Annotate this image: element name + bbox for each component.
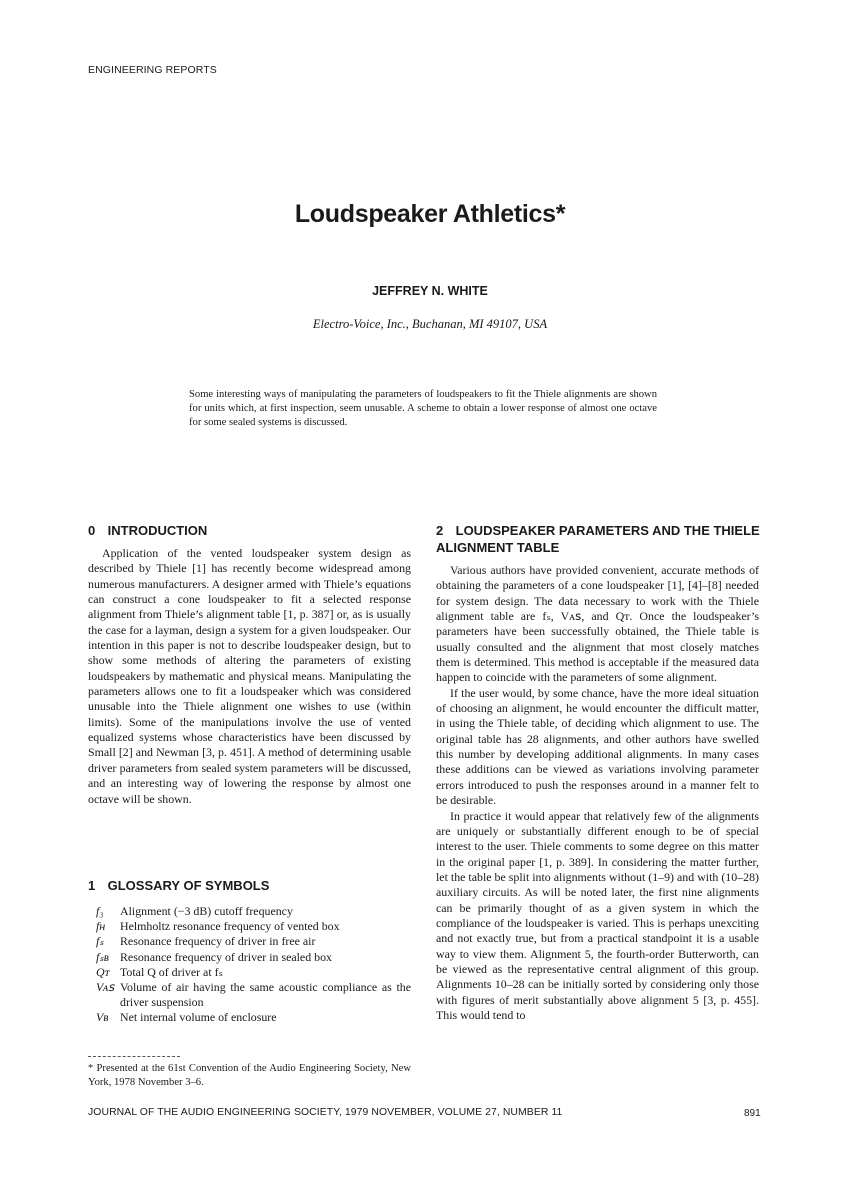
glossary-definition: Resonance frequency of driver in free air: [120, 934, 316, 949]
running-header: ENGINEERING REPORTS: [88, 64, 217, 76]
glossary-symbol: Vʙ: [96, 1010, 109, 1025]
parameters-body: [436, 563, 759, 1023]
glossary-item: [88, 934, 411, 949]
glossary-definition: Resonance frequency of driver in sealed box: [120, 949, 332, 964]
journal-footer: JOURNAL OF THE AUDIO ENGINEERING SOCIETY, 1979 NOVEMBER, VOLUME 27, NUMBER 11: [88, 1107, 563, 1118]
footnote: * Presented at the 61st Convention of the Audio Engineering Society, New York, 1978 November 3–6.: [88, 1063, 411, 1088]
paragraph: In practice it would appear that relatively few of the alignments are uniquely or substantially different enough to be of special interest to the user. Thiele comments to some degree on this matter in the original paper [1, p. 389]. In considering the matter further, let the table be split into alignments without (1–9) and with (10–28) auxiliary circuits. As will be noted later, the first nine alignments can be primarily thought of as a given system in which the compliance of the loudspeaker is varied. This is perhaps unexciting and not exactly true, but from a practical standpoint it is a usable way to view them. Alignment 5, the fourth-order Butterworth, can be viewed as the representative central alignment of this group. Alignments 10–28 can be initially sorted by considering only those with figures of merit substantially above alignment 5 [3, p. 455]. This would tend to: [436, 808, 759, 1022]
glossary-symbol: Vᴀꜱ: [96, 980, 115, 995]
introduction-body: [88, 546, 411, 807]
glossary-definition: Alignment (−3 dB) cutoff frequency: [120, 904, 293, 918]
section-title: GLOSSARY OF SYMBOLS: [107, 878, 270, 893]
paragraph: Various authors have provided convenient, accurate methods of obtaining the parameters of a cone loudspeaker [1], [4]–[8] needed for system design. The data necessary to work with the Thiele alignment table are fₛ, Vᴀꜱ, and Qᴛ. Once the loudspeaker’s parameters have been successfully obtained, the Thiele table is usually consulted and the alignment that most closely matches them is determined. This method is acceptable if the measured data happen to coincide with the parameters of some alignment.: [436, 563, 759, 685]
author-affiliation: Electro-Voice, Inc., Buchanan, MI 49107, USA: [312, 317, 548, 331]
glossary-item: [88, 965, 411, 980]
glossary-item: [88, 919, 411, 934]
glossary-symbol: fₛʙ: [96, 949, 109, 964]
glossary-list: [88, 904, 411, 1026]
section-heading-introduction: [88, 522, 207, 539]
glossary-item: [88, 904, 411, 919]
glossary-definition: Volume of air having the same acoustic compliance as the driver suspension: [120, 980, 411, 1010]
glossary-definition: Net internal volume of enclosure: [120, 1010, 277, 1025]
section-title: INTRODUCTION: [107, 523, 208, 538]
section-heading-glossary: [88, 877, 269, 894]
section-number: 1: [88, 878, 96, 893]
section-number: 0: [88, 523, 96, 538]
glossary-symbol: fʜ: [96, 919, 106, 934]
page-number: 891: [744, 1108, 761, 1119]
paper-title: Loudspeaker Athletics*: [294, 200, 566, 228]
glossary-symbol: f₃: [96, 904, 104, 918]
paragraph: If the user would, by some chance, have the more ideal situation of choosing an alignment, he would encounter the difficult matter, in using the Thiele table, of deciding which alignment to use. The original table has 28 alignments, and other authors have swelled this number by developing additional alignments. In many cases these additions can be viewed as variations involving parameter errors introduced to push the responses around in a manner felt to be desirable.: [436, 685, 759, 808]
glossary-item: [88, 980, 411, 1010]
section-title: LOUDSPEAKER PARAMETERS AND THE THIELE ALIGNMENT TABLE: [436, 523, 760, 555]
glossary-symbol: fₛ: [96, 934, 104, 949]
author-name: JEFFREY N. WHITE: [372, 284, 488, 298]
glossary-item: [88, 1010, 411, 1025]
section-heading-parameters: [436, 522, 766, 556]
footnote-rule: [88, 1056, 180, 1057]
glossary-definition: Helmholtz resonance frequency of vented box: [120, 919, 340, 934]
glossary-symbol: Qᴛ: [96, 964, 110, 979]
glossary-item: [88, 950, 411, 965]
glossary-definition: Total Q of driver at fₛ: [120, 964, 223, 979]
section-number: 2: [436, 523, 444, 538]
abstract: Some interesting ways of manipulating the parameters of loudspeakers to fit the Thiele alignments are shown for units which, at first inspection, seem unusable. A scheme to obtain a lower response of almost one octave for some sealed systems is discussed.: [189, 389, 657, 428]
paragraph: Application of the vented loudspeaker system design as described by Thiele [1] has recently become widespread among numerous manufacturers. A designer armed with Thiele’s equations can construct a cone loudspeaker to fit a selected response alignment from Thiele’s alignment table [1, p. 387] or, as is usually the case for a layman, design a system for a given loudspeaker. Our intention in this paper is not to describe loudspeaker design, but to show some methods of altering the parameters of existing loudspeakers by mathematic and physical means. Manipulating the parameters allows one to fit a loudspeaker which was considered unusable into the Thiele alignment one wishes to use (within limits). Some of the manipulations involve the use of vented equalized systems whose characteristics have been discussed by Small [2] and Newman [3, p. 451]. A method of determining usable driver parameters from sealed system parameters will be discussed, and an interesting way of lowering the response by almost one octave will be shown.: [88, 546, 411, 806]
